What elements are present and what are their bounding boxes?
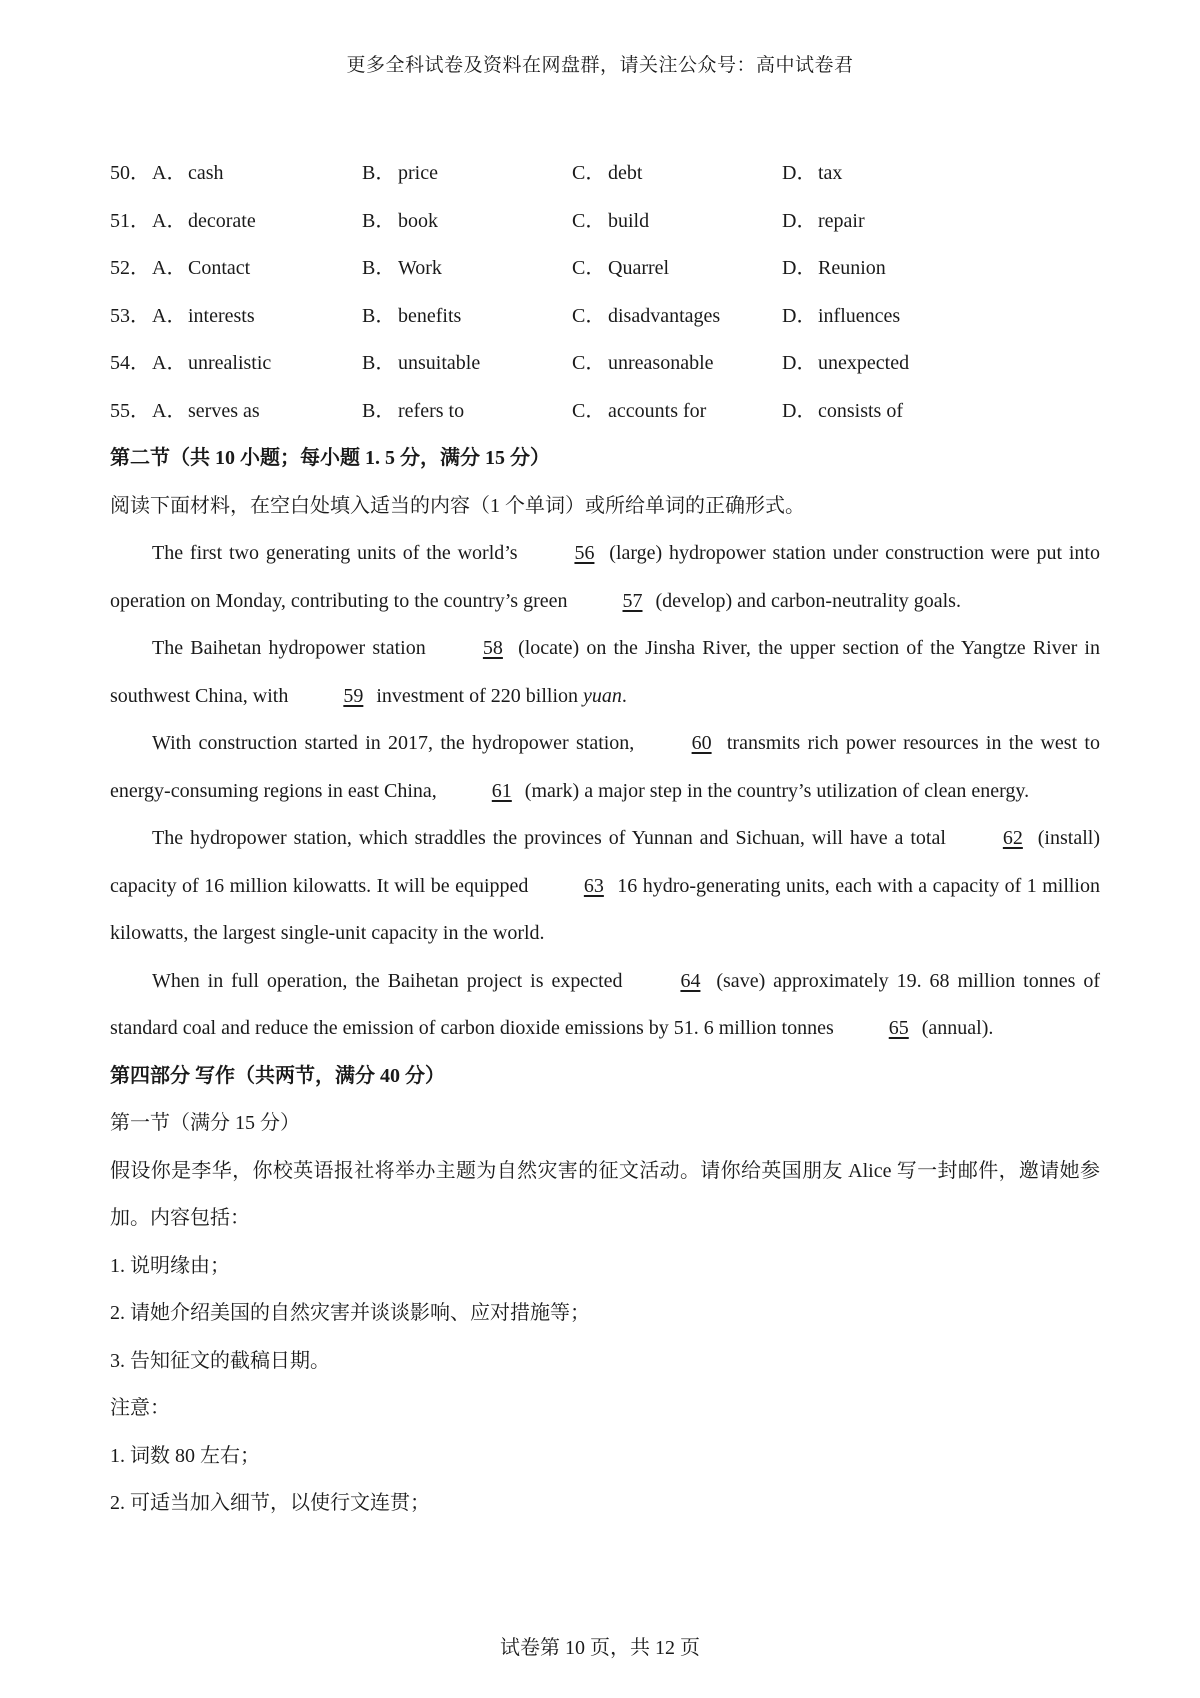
blank-60: 60 xyxy=(691,732,712,754)
option-letter: D． xyxy=(782,257,817,279)
requirement-item: 1. 说明缘由； xyxy=(110,1254,230,1277)
option-letter: A． xyxy=(152,162,187,184)
option-row xyxy=(110,150,1100,198)
text: (develop) and carbon-neutrality goals. xyxy=(650,589,961,612)
option-d: unexpected xyxy=(818,352,910,374)
text: 16 hydro-generating units, each with a capacity of 1 million kilowatts, the largest single-unit capacity in the world. xyxy=(110,874,1100,944)
option-letter: A． xyxy=(152,399,187,422)
option-letter: C． xyxy=(572,304,606,327)
option-d: influences xyxy=(818,304,901,327)
option-b: unsuitable xyxy=(398,352,481,374)
italic-text: yuan xyxy=(583,684,622,707)
text: . xyxy=(621,684,627,707)
blank-58: 58 xyxy=(482,637,503,659)
text: (annual). xyxy=(916,1017,994,1039)
option-d: Reunion xyxy=(818,257,886,279)
question-number: 54． xyxy=(110,352,150,374)
option-a: decorate xyxy=(188,209,256,232)
text: (install) capacity of 16 million kilowatts. It will be equipped xyxy=(110,827,1100,897)
question-number: 52． xyxy=(110,257,150,279)
option-letter: A． xyxy=(152,352,187,374)
option-letter: B． xyxy=(362,352,396,374)
blank-61: 61 xyxy=(491,779,512,802)
blank-56: 56 xyxy=(574,542,595,564)
question-number: 53． xyxy=(110,304,150,327)
blank-65: 65 xyxy=(888,1017,909,1039)
option-a: interests xyxy=(188,304,255,327)
option-row xyxy=(110,388,1100,436)
blank-62: 62 xyxy=(1002,827,1023,849)
content xyxy=(110,150,1100,1528)
option-letter: B． xyxy=(362,304,396,327)
option-a: cash xyxy=(188,162,224,184)
option-letter: C． xyxy=(572,209,606,232)
question-number: 51． xyxy=(110,209,150,232)
text: (save) approximately 19. 68 million tonnes of standard coal and reduce the emission of carbon dioxide emissions by 51. 6 million tonnes xyxy=(110,969,1100,1039)
option-a: Contact xyxy=(188,257,251,279)
option-row xyxy=(110,198,1100,246)
option-d: repair xyxy=(818,209,865,232)
option-letter: C． xyxy=(572,257,606,279)
text: (locate) on the Jinsha River, the upper section of the Yangtze River in southwest China, with xyxy=(110,637,1100,707)
option-row xyxy=(110,293,1100,341)
section2-title: 第二节（共 10 小题；每小题 1. 5 分，满分 15 分） xyxy=(110,447,550,469)
text: The hydropower station, which straddles the provinces of Yunnan and Sichuan, will have a total xyxy=(152,827,953,849)
option-c: debt xyxy=(608,162,643,184)
page-header: 更多全科试卷及资料在网盘群，请关注公众号：高中试卷君 xyxy=(346,55,854,76)
text: The first two generating units of the world’s xyxy=(152,542,525,564)
text: investment of 220 billion xyxy=(371,684,583,707)
option-letter: B． xyxy=(362,257,396,279)
option-letter: B． xyxy=(362,209,396,232)
option-c: build xyxy=(608,209,650,232)
note-item: 1. 词数 80 左右； xyxy=(110,1444,260,1467)
option-row xyxy=(110,340,1100,388)
blank-57: 57 xyxy=(622,589,643,612)
page-footer: 试卷第 10 页，共 12 页 xyxy=(500,1637,700,1659)
option-letter: D． xyxy=(782,162,817,184)
note-label: 注意： xyxy=(110,1397,170,1419)
question-number: 55． xyxy=(110,399,150,422)
option-letter: A． xyxy=(152,257,187,279)
option-c: Quarrel xyxy=(608,257,670,279)
option-c: disadvantages xyxy=(608,304,721,327)
option-b: price xyxy=(398,162,438,184)
option-b: benefits xyxy=(398,304,462,327)
text: The Baihetan hydropower station xyxy=(152,637,433,659)
option-d: tax xyxy=(818,162,843,184)
text: transmits rich power resources in the west to energy-consuming regions in east China, xyxy=(110,732,1100,802)
option-letter: D． xyxy=(782,352,817,374)
passage-paragraph-1 xyxy=(110,530,1100,625)
option-letter: D． xyxy=(782,304,817,327)
option-letter: C． xyxy=(572,162,606,184)
writing-prompt: 假设你是李华，你校英语报社将举办主题为自然灾害的征文活动。请你给英国朋友 Alice 写一封邮件，邀请她参加。内容包括： xyxy=(110,1159,1100,1229)
option-c: accounts for xyxy=(608,399,707,422)
text: With construction started in 2017, the hydropower station, xyxy=(152,732,642,754)
option-letter: D． xyxy=(782,399,817,422)
requirement-item: 2. 请她介绍美国的自然灾害并谈谈影响、应对措施等； xyxy=(110,1302,590,1324)
note-item: 2. 可适当加入细节，以使行文连贯； xyxy=(110,1492,430,1514)
text: When in full operation, the Baihetan project is expected xyxy=(152,969,631,992)
option-b: Work xyxy=(398,257,442,279)
option-a: unrealistic xyxy=(188,352,272,374)
option-letter: C． xyxy=(572,399,606,422)
option-letter: C． xyxy=(572,352,606,374)
option-letter: D． xyxy=(782,209,817,232)
passage-paragraph-5 xyxy=(110,958,1100,1053)
section2-instruction: 阅读下面材料，在空白处填入适当的内容（1 个单词）或所给单词的正确形式。 xyxy=(110,494,805,517)
requirement-item: 3. 告知征文的截稿日期。 xyxy=(110,1349,330,1372)
option-letter: B． xyxy=(362,162,396,184)
passage-paragraph-3 xyxy=(110,720,1100,815)
passage-paragraph-4 xyxy=(110,815,1100,958)
option-letter: A． xyxy=(152,304,187,327)
text: (mark) a major step in the country’s utilization of clean energy. xyxy=(519,779,1030,802)
option-a: serves as xyxy=(188,399,260,422)
option-c: unreasonable xyxy=(608,352,714,374)
option-letter: B． xyxy=(362,399,396,422)
options-list xyxy=(110,150,1100,435)
blank-59: 59 xyxy=(343,684,364,707)
option-letter: A． xyxy=(152,209,187,232)
option-row xyxy=(110,245,1100,293)
option-b: refers to xyxy=(398,399,465,422)
text: (large) hydropower station under construction were put into operation on Monday, contributing to the country’s green xyxy=(110,542,1100,612)
passage-paragraph-2 xyxy=(110,625,1100,720)
option-b: book xyxy=(398,209,438,232)
part4-title: 第四部分 写作（共两节，满分 40 分） xyxy=(110,1064,445,1087)
blank-63: 63 xyxy=(583,874,604,897)
part4-section1: 第一节（满分 15 分） xyxy=(110,1112,300,1134)
blank-64: 64 xyxy=(680,969,701,992)
question-number: 50． xyxy=(110,162,150,184)
option-d: consists of xyxy=(818,399,903,422)
